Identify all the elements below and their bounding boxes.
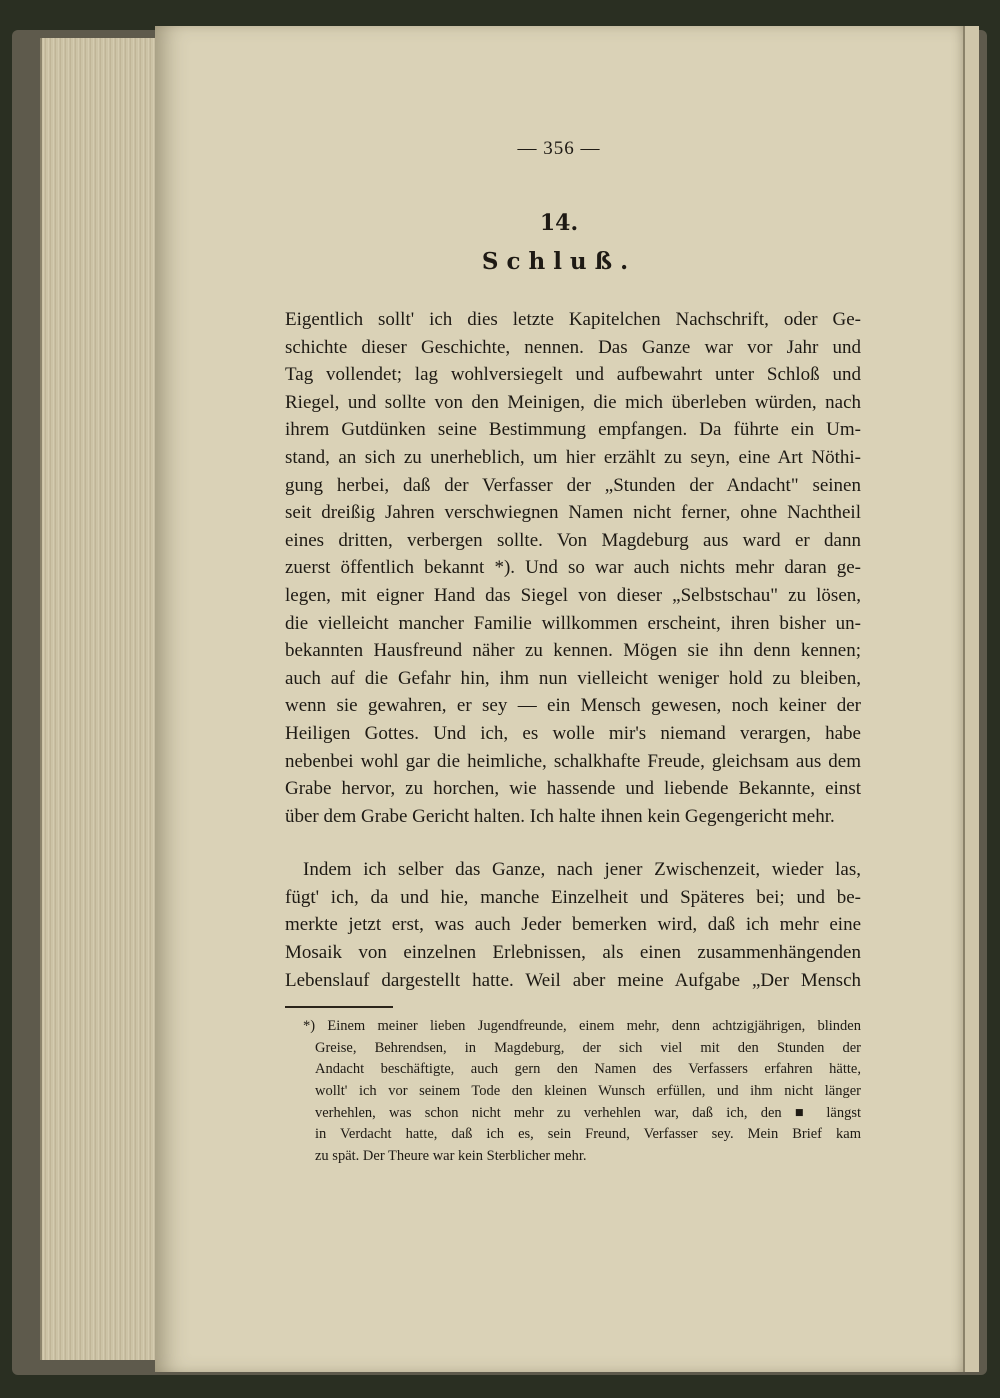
chapter-title: Schluß. bbox=[481, 248, 637, 275]
footnote bbox=[303, 1016, 861, 1168]
book-page bbox=[155, 26, 963, 1372]
text-line: zuerst öffentlich bekannt *). Und so war auch nichts mehr daran ge- bbox=[285, 557, 861, 579]
text-line: Tag vollendet; lag wohlversiegelt und aufbewahrt unter Schloß und bbox=[285, 364, 861, 386]
text-line: bekannten Hausfreund näher zu kennen. Mögen sie ihn denn kennen; bbox=[285, 640, 861, 662]
footnote-divider bbox=[285, 1006, 393, 1008]
chapter-number: 14. bbox=[539, 210, 579, 236]
text-line: Indem ich selber das Ganze, nach jener Zwischenzeit, wieder las, bbox=[303, 859, 861, 881]
text-line: stand, an sich zu unerheblich, um hier erzählt zu seyn, eine Art Nöthi- bbox=[285, 446, 861, 468]
footnote-line: verhehlen, was schon nicht mehr zu verhehlen war, daß ich, den ■ längst bbox=[315, 1104, 861, 1121]
text-line: über dem Grabe Gericht halten. Ich halte ihnen kein Gegengericht mehr. bbox=[285, 805, 835, 827]
text-line: Mosaik von einzelnen Erlebnissen, als einen zusammenhängenden bbox=[285, 942, 861, 964]
text-line: gung herbei, daß der Verfasser der „Stunden der Andacht" seinen bbox=[285, 474, 861, 496]
text-line: merkte jetzt erst, was auch Jeder bemerken wird, daß ich mehr eine bbox=[285, 914, 861, 936]
paragraph bbox=[285, 856, 861, 994]
text-line: nebenbei wohl gar die heimliche, schalkhafte Freude, gleichsam aus dem bbox=[285, 750, 861, 772]
footnote-line: Andacht beschäftigte, auch gern den Namen des Verfassers erfahren hätte, bbox=[315, 1061, 861, 1078]
text-line: eines dritten, verbergen sollte. Von Magdeburg aus ward er dann bbox=[285, 529, 861, 551]
text-line: Lebenslauf dargestellt hatte. Weil aber meine Aufgabe „Der Mensch bbox=[285, 969, 861, 991]
footnote-line: wollt' ich vor seinem Tode den kleinen Wunsch erfüllen, und ihm nicht länger bbox=[315, 1083, 861, 1100]
text-line: auch auf die Gefahr hin, ihm nun vielleicht weniger hold zu bleiben, bbox=[285, 667, 861, 689]
text-line: Riegel, und sollte von den Meinigen, die mich überleben würden, nach bbox=[285, 391, 861, 413]
text-line: seit dreißig Jahren verschwiegnen Namen nicht ferner, ohne Nachtheil bbox=[285, 502, 861, 524]
page-number: — 356 — bbox=[517, 138, 601, 159]
footnote-line: in Verdacht hatte, daß ich es, sein Freund, Verfasser sey. Mein Brief kam bbox=[315, 1126, 861, 1143]
body-text bbox=[285, 306, 861, 994]
text-line: Grabe hervor, zu horchen, wie hassende und liebende Bekannte, einst bbox=[285, 778, 861, 800]
text-line: Heiligen Gottes. Und ich, es wolle mir's niemand verargen, habe bbox=[285, 722, 861, 744]
text-line: ihrem Gutdünken seine Bestimmung empfangen. Da führte ein Um- bbox=[285, 419, 861, 441]
text-line: schichte dieser Geschichte, nennen. Das Ganze war vor Jahr und bbox=[285, 336, 861, 358]
footnote-line: zu spät. Der Theure war kein Sterblicher mehr. bbox=[315, 1148, 587, 1165]
text-line: legen, mit eigner Hand das Siegel von dieser „Selbstschau" zu lösen, bbox=[285, 584, 861, 606]
text-line: wenn sie gewahren, er sey — ein Mensch gewesen, noch keiner der bbox=[285, 695, 861, 717]
footnote-line: Greise, Behrendsen, in Magdeburg, der sich viel mit den Stunden der bbox=[315, 1039, 861, 1056]
next-page-edge bbox=[963, 26, 979, 1372]
text-line: Eigentlich sollt' ich dies letzte Kapitelchen Nachschrift, oder Ge- bbox=[285, 309, 861, 330]
text-line: fügt' ich, da und hie, manche Einzelheit und Späteres bei; und be- bbox=[285, 886, 861, 908]
footnote-line: *) Einem meiner lieben Jugendfreunde, einem mehr, denn achtzigjährigen, blinden bbox=[303, 1018, 861, 1034]
paragraph bbox=[285, 306, 861, 830]
page-edges bbox=[40, 38, 157, 1360]
text-line: die vielleicht mancher Familie willkommen erscheint, ihren bisher un- bbox=[285, 612, 861, 634]
